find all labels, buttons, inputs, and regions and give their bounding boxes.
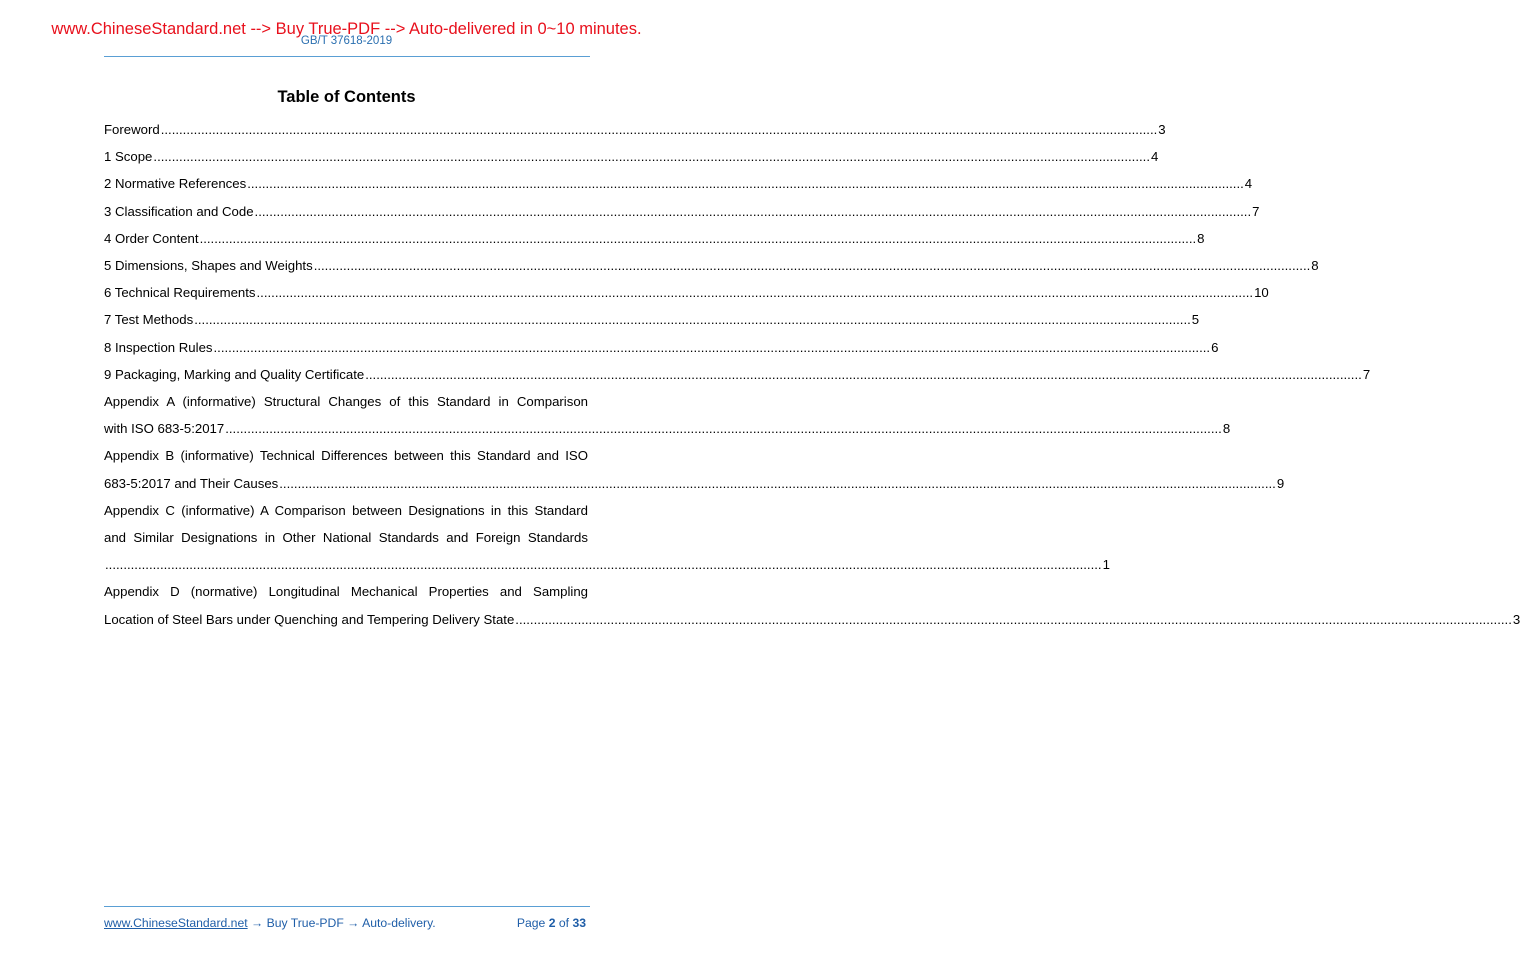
toc-entry-label: Foreword: [104, 122, 160, 137]
toc-entry-test-methods[interactable]: [104, 306, 1200, 333]
toc-entry-label-line: Location of Steel Bars under Quenching and Tempering Delivery State: [104, 611, 515, 627]
toc-entry-page: 8: [1222, 421, 1231, 437]
toc-entry-page: 8: [1197, 230, 1205, 246]
toc-entry-label: 9 Packaging, Marking and Quality Certificate: [104, 366, 365, 382]
current-page: 2: [548, 916, 556, 930]
dot-leader: ................................................................................................................................................................................................................................................................................: [254, 203, 1252, 219]
toc-entry-page: 7: [1252, 203, 1260, 219]
dot-leader: ................................................................................................................................................................................................................................................................................: [365, 366, 1362, 382]
dot-leader: ................................................................................................................................................................................................................................................................................: [515, 611, 1512, 627]
toc-title: Table of Contents: [277, 88, 416, 106]
toc-entry-page: 4: [1244, 176, 1253, 192]
toc-entry-normative-references[interactable]: [104, 170, 1253, 197]
toc-entry-label: 8 Inspection Rules: [104, 339, 213, 355]
dot-leader: ................................................................................................................................................................................................................................................................................: [105, 557, 1102, 573]
toc-entry-label: 1 Scope: [104, 149, 153, 165]
header-rule: [104, 56, 590, 57]
toc-entry-label: 4 Order Content: [104, 230, 199, 246]
toc-entry-label-line: Appendix A (informative) Structural Changes of this Standard in Comparison: [104, 394, 588, 410]
dot-leader: ................................................................................................................................................................................................................................................................................: [160, 122, 1158, 137]
toc-entry-page: 8: [1311, 258, 1319, 274]
toc-entry-label: 6 Technical Requirements: [104, 285, 256, 301]
toc-entry-label-line: and Similar Designations in Other National Standards and Foreign Standards: [104, 530, 588, 546]
page-number: Page 2 of 33: [516, 916, 586, 930]
footer-rule: [104, 906, 590, 907]
toc-entry-inspection-rules[interactable]: [104, 334, 1219, 361]
toc-entry-page: 3: [1158, 122, 1166, 137]
table-of-contents: [104, 116, 1520, 633]
toc-entry-technical-requirements[interactable]: [104, 279, 1269, 306]
footer-link[interactable]: www.ChineseStandard.net: [104, 916, 248, 930]
toc-entry-label-line: with ISO 683-5:2017: [104, 421, 225, 437]
footer-text: → Buy True-PDF → Auto-delivery.: [247, 916, 436, 930]
toc-entry-label-line: Appendix B (informative) Technical Differences between this Standard and ISO: [104, 448, 588, 464]
toc-entry-page: 7: [1362, 366, 1371, 382]
toc-entry-page: 10: [1254, 285, 1269, 301]
toc-entry-label: 5 Dimensions, Shapes and Weights: [104, 258, 313, 274]
toc-entry-appendix-b[interactable]: [104, 442, 1285, 496]
toc-entry-dimensions[interactable]: [104, 252, 1319, 279]
document-code: GB/T 37618-2019: [300, 35, 393, 47]
toc-entry-label: 2 Normative References: [104, 176, 247, 192]
toc-entry-page: 5: [1191, 312, 1200, 328]
dot-leader: ................................................................................................................................................................................................................................................................................: [247, 176, 1244, 192]
toc-entry-scope[interactable]: [104, 143, 1159, 170]
toc-entry-page: 9: [1276, 475, 1285, 491]
dot-leader: ................................................................................................................................................................................................................................................................................: [153, 149, 1150, 165]
toc-entry-page: 1: [1102, 557, 1110, 573]
toc-entry-page: 6: [1211, 339, 1219, 355]
toc-entry-label-line: Appendix D (normative) Longitudinal Mechanical Properties and Sampling: [104, 584, 588, 600]
dot-leader: ................................................................................................................................................................................................................................................................................: [199, 230, 1197, 246]
dot-leader: ................................................................................................................................................................................................................................................................................: [225, 421, 1222, 437]
toc-entry-page: 4: [1151, 149, 1159, 165]
dot-leader: ................................................................................................................................................................................................................................................................................: [279, 475, 1276, 491]
dot-leader: ................................................................................................................................................................................................................................................................................: [313, 258, 1311, 274]
toc-entry-appendix-c[interactable]: [104, 497, 1110, 579]
total-pages: 33: [572, 916, 586, 930]
toc-entry-label: 3 Classification and Code: [104, 203, 254, 219]
toc-entry-label-line: Appendix C (informative) A Comparison between Designations in this Standard: [104, 502, 588, 518]
toc-entry-label: 7 Test Methods: [104, 312, 194, 328]
toc-entry-label-line: 683-5:2017 and Their Causes: [104, 475, 279, 491]
toc-entry-foreword[interactable]: [104, 116, 1166, 143]
toc-entry-appendix-a[interactable]: [104, 388, 1231, 442]
toc-entry-page: 3: [1512, 611, 1520, 627]
dot-leader: ................................................................................................................................................................................................................................................................................: [256, 285, 1254, 301]
toc-entry-classification[interactable]: [104, 198, 1260, 225]
dot-leader: ................................................................................................................................................................................................................................................................................: [213, 339, 1211, 355]
dot-leader: ................................................................................................................................................................................................................................................................................: [194, 312, 1191, 328]
toc-entry-order-content[interactable]: [104, 225, 1205, 252]
toc-entry-appendix-d[interactable]: [104, 578, 1520, 632]
page-footer: [104, 915, 588, 931]
toc-entry-packaging[interactable]: [104, 361, 1371, 388]
top-banner[interactable]: www.ChineseStandard.net --> Buy True-PDF --> Auto-delivered in 0~10 minutes.: [51, 20, 642, 38]
